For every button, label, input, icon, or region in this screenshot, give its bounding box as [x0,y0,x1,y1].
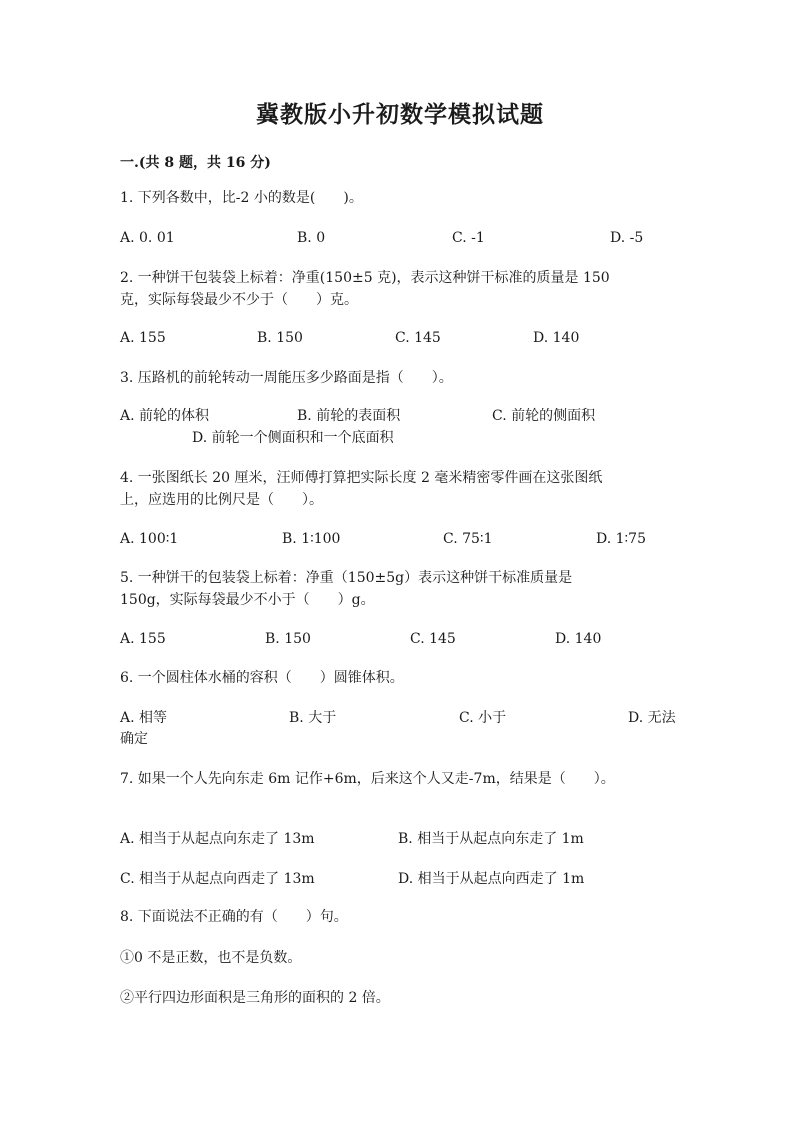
question-7-option-c: C. 相当于从起点向西走了 13m [120,871,315,887]
question-5-option-d: D. 140 [555,631,602,647]
question-5-option-a: A. 155 [120,631,166,647]
question-5-text-line-1: 5. 一种饼干的包装袋上标着：净重（150±5g）表示这种饼干标准质量是 [120,570,573,586]
question-1-option-c: C. -1 [452,230,485,246]
question-5-text-line-2: 150g，实际每袋最少不小于（ ）g。 [120,592,375,608]
question-4-option-a: A. 100∶1 [120,531,179,547]
question-4-text-line-2: 上，应选用的比例尺是（ ）。 [120,492,323,508]
question-7-option-a: A. 相当于从起点向东走了 13m [120,831,315,847]
question-4-option-d: D. 1∶75 [596,531,646,547]
question-7-text: 7. 如果一个人先向东走 6m 记作+6m，后来这个人又走-7m，结果是（ ）。 [120,771,615,787]
question-8-statement-2: ②平行四边形面积是三角形的面积的 2 倍。 [120,990,390,1006]
question-6-option-c: C. 小于 [459,710,507,726]
question-5-option-c: C. 145 [410,631,456,647]
question-3-option-b: B. 前轮的表面积 [297,408,401,424]
question-4-text-line-1: 4. 一张图纸长 20 厘米，汪师傅打算把实际长度 2 毫米精密零件画在这张图纸 [120,470,603,486]
question-8-statement-1: ①0 不是正数，也不是负数。 [120,950,302,966]
question-7-option-d: D. 相当于从起点向西走了 1m [398,871,585,887]
question-2-option-a: A. 155 [120,330,166,346]
question-3-option-a: A. 前轮的体积 [120,408,210,424]
question-7-option-b: B. 相当于从起点向东走了 1m [398,831,584,847]
question-3-text: 3. 压路机的前轮转动一周能压多少路面是指（ ）。 [120,370,453,386]
question-2-text-line-2: 克，实际每袋最少不少于（ ）克。 [120,292,358,308]
question-1-option-b: B. 0 [297,230,326,246]
question-6-option-b: B. 大于 [289,710,337,726]
question-3-option-c: C. 前轮的侧面积 [492,408,596,424]
question-6-option-a: A. 相等 [120,710,168,726]
question-8-text: 8. 下面说法不正确的有（ ）句。 [120,909,348,925]
question-2-option-c: C. 145 [395,330,441,346]
question-2-option-b: B. 150 [257,330,303,346]
question-6-option-d: D. 无法 [628,710,676,726]
question-5-option-b: B. 150 [265,631,311,647]
question-4-option-c: C. 75∶1 [443,531,493,547]
question-6-text: 6. 一个圆柱体水桶的容积（ ）圆锥体积。 [120,670,404,686]
section-header: 一.(共 8 题，共 16 分) [120,155,271,171]
question-2-option-d: D. 140 [533,330,580,346]
question-6-option-d-continued: 确定 [120,731,148,747]
question-4-option-b: B. 1∶100 [282,531,341,547]
question-1-option-a: A. 0. 01 [120,230,175,246]
question-1-text: 1. 下列各数中，比-2 小的数是( )。 [120,190,363,206]
question-3-option-d: D. 前轮一个侧面积和一个底面积 [192,430,394,446]
question-2-text-line-1: 2. 一种饼干包装袋上标着：净重(150±5 克)，表示这种饼干标准的质量是 150 [120,270,610,286]
page-title: 冀教版小升初数学模拟试题 [256,101,544,128]
question-1-option-d: D. -5 [610,230,644,246]
